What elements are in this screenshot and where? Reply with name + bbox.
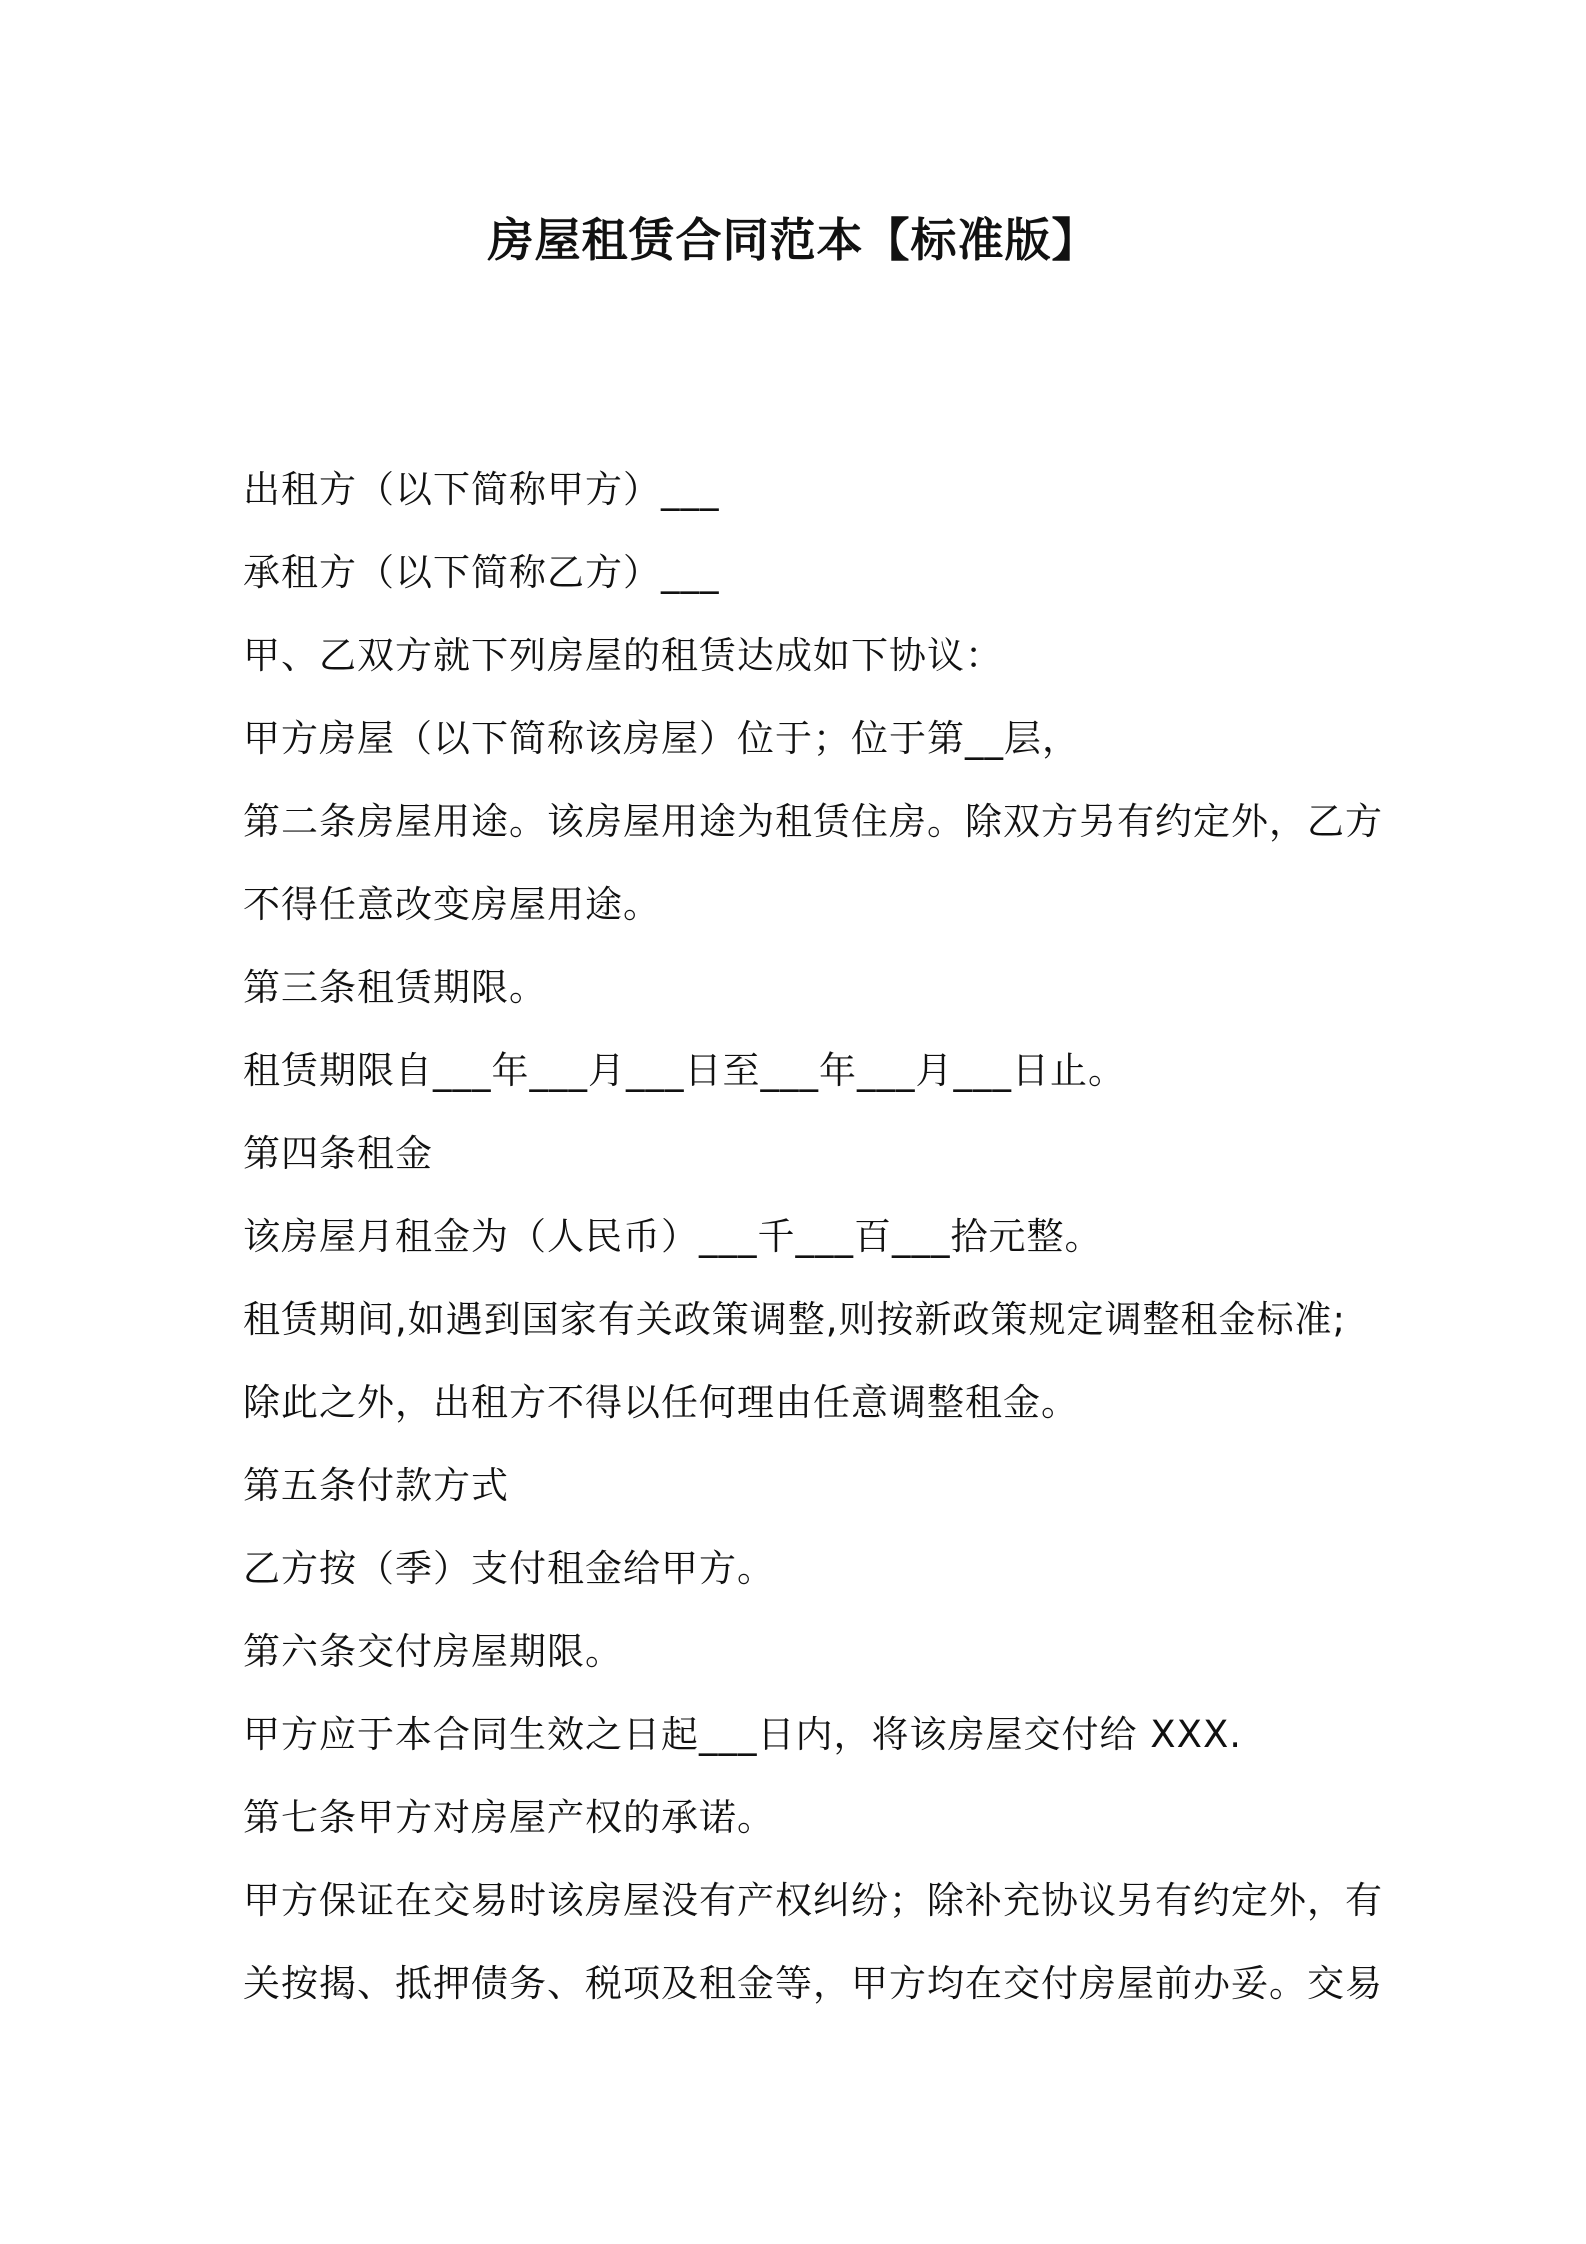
document-body [243, 448, 1383, 2025]
agreement-intro-line: 甲、乙双方就下列房屋的租赁达成如下协议： [243, 634, 1003, 677]
document-title: 房屋租赁合同范本【标准版】 [487, 213, 1099, 267]
rent-adjustment-line-2: 除此之外，出租方不得以任何理由任意调整租金。 [243, 1381, 1079, 1424]
property-commitment-line-2: 关按揭、抵押债务、税项及租金等，甲方均在交付房屋前办妥。交易 [243, 1962, 1383, 2005]
house-location-line: 甲方房屋（以下简称该房屋）位于；位于第__层， [243, 717, 1080, 760]
article-3-heading: 第三条租赁期限。 [243, 966, 547, 1009]
article-7-heading: 第七条甲方对房屋产权的承诺。 [243, 1796, 775, 1839]
lease-term-line: 租赁期限自___年___月___日至___年___月___日止。 [243, 1049, 1126, 1092]
rent-adjustment-line-1: 租赁期间,如遇到国家有关政策调整,则按新政策规定调整租金标准; [243, 1298, 1346, 1341]
monthly-rent-line: 该房屋月租金为（人民币）___千___百___拾元整。 [243, 1215, 1103, 1258]
article-2-line-1: 第二条房屋用途。该房屋用途为租赁住房。除双方另有约定外，乙方 [243, 800, 1383, 843]
property-commitment-line-1: 甲方保证在交易时该房屋没有产权纠纷；除补充协议另有约定外，有 [243, 1879, 1383, 1922]
article-4-heading: 第四条租金 [243, 1132, 433, 1175]
party-a-line: 出租方（以下简称甲方）___ [243, 468, 720, 511]
party-b-line: 承租方（以下简称乙方）___ [243, 551, 720, 594]
delivery-term-line: 甲方应于本合同生效之日起___日内，将该房屋交付给 XXX. [243, 1713, 1243, 1756]
article-5-heading: 第五条付款方式 [243, 1464, 509, 1507]
payment-method-line: 乙方按（季）支付租金给甲方。 [243, 1547, 775, 1590]
article-2-line-2: 不得任意改变房屋用途。 [243, 883, 661, 926]
article-6-heading: 第六条交付房屋期限。 [243, 1630, 623, 1673]
